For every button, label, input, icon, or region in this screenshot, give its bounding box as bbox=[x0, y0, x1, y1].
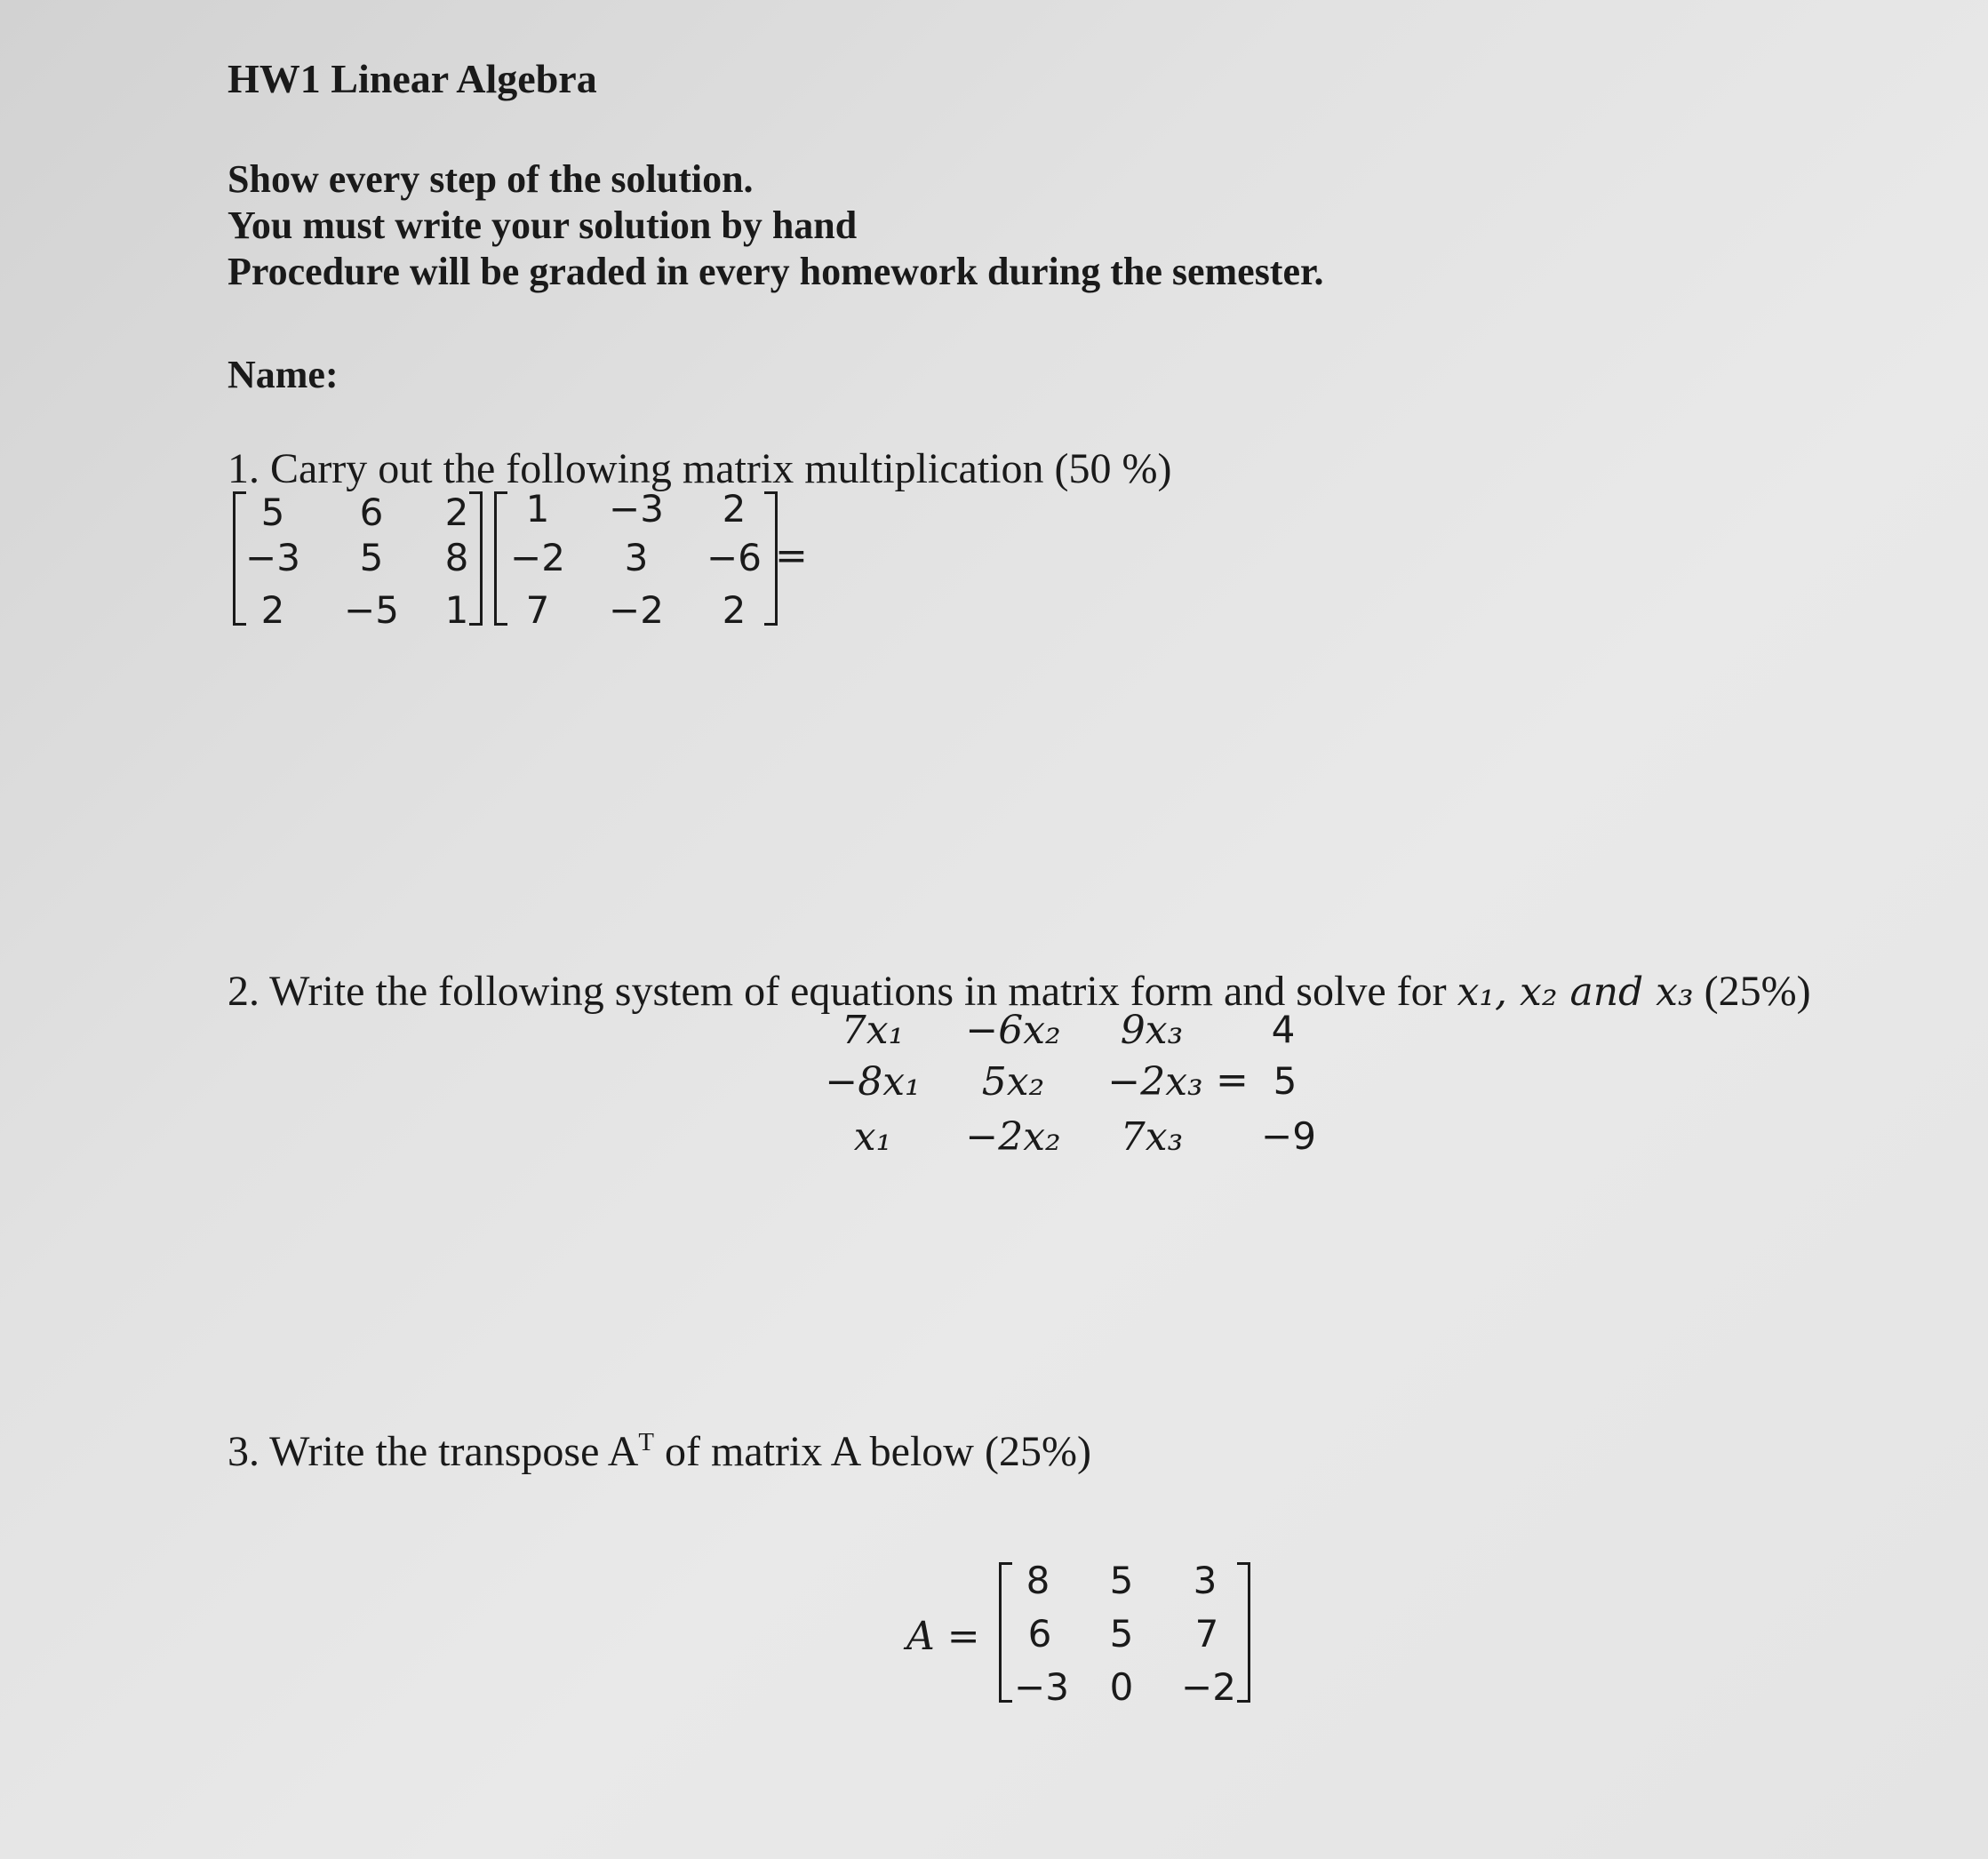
matrix-a-cell: 5 bbox=[260, 491, 285, 534]
equation-rhs: 5 bbox=[1273, 1059, 1297, 1103]
q3-matrix-lhs bbox=[906, 1614, 980, 1659]
equation-term: x₁ bbox=[853, 1114, 892, 1160]
q3-prompt-before: 3. Write the transpose A bbox=[228, 1428, 639, 1475]
instruction-line-3: Procedure will be graded in every homework during the semester. bbox=[228, 250, 1324, 293]
equation-rhs: −9 bbox=[1261, 1114, 1316, 1158]
matrix-a-cell: −5 bbox=[344, 588, 399, 632]
matrix-b-cell: −2 bbox=[609, 588, 664, 632]
matrix-a-cell: 5 bbox=[359, 536, 384, 579]
matrix-a-cell: −3 bbox=[245, 536, 300, 579]
matrix-a-cell: 2 bbox=[444, 491, 469, 534]
matrix-b-cell: −2 bbox=[510, 536, 565, 579]
equation-term: −6x₂ bbox=[965, 1008, 1061, 1053]
q3-prompt-sup: T bbox=[638, 1428, 655, 1456]
matrix-b-cell: 1 bbox=[525, 487, 550, 531]
matrix-cell: 5 bbox=[1109, 1612, 1134, 1656]
equation-term: 7x₁ bbox=[841, 1008, 905, 1053]
matrix-cell: 6 bbox=[1027, 1612, 1052, 1656]
matrix-cell: −2 bbox=[1181, 1665, 1236, 1709]
equation-term: −8x₁ bbox=[825, 1059, 921, 1105]
matrix-cell: 5 bbox=[1109, 1559, 1134, 1602]
instruction-line-2: You must write your solution by hand bbox=[228, 203, 858, 247]
matrix-a-cell: 2 bbox=[260, 588, 285, 632]
q1-equals-sign: = bbox=[775, 533, 808, 578]
matrix-a-cell: 8 bbox=[444, 536, 469, 579]
q3-prompt-after: of matrix A below (25%) bbox=[654, 1428, 1091, 1475]
bracket-left bbox=[494, 491, 507, 626]
q2-prompt-pct: (25%) bbox=[1693, 968, 1811, 1015]
bracket-right bbox=[1237, 1562, 1250, 1703]
equation-term: 5x₂ bbox=[981, 1059, 1045, 1105]
q2-prompt-vars: x₁, x₂ and x₃ bbox=[1457, 969, 1694, 1015]
q1-prompt: 1. Carry out the following matrix multiplication (50 %) bbox=[228, 445, 1172, 492]
equation-term: 7x₃ bbox=[1120, 1114, 1184, 1160]
matrix-a-cell: 1 bbox=[444, 588, 469, 632]
equation-term: −2x₂ bbox=[965, 1114, 1061, 1160]
matrix-b-cell: −3 bbox=[609, 487, 664, 531]
matrix-a-cell: 6 bbox=[359, 491, 384, 534]
q3-prompt bbox=[228, 1427, 1091, 1476]
bracket-left bbox=[999, 1562, 1012, 1703]
q2-prompt-text: 2. Write the following system of equations in matrix form and solve for bbox=[228, 968, 1457, 1015]
matrix-cell: 7 bbox=[1194, 1612, 1219, 1656]
matrix-b-cell: −6 bbox=[707, 536, 762, 579]
page-title: HW1 Linear Algebra bbox=[228, 56, 597, 101]
bracket-left bbox=[233, 491, 246, 626]
matrix-cell: 8 bbox=[1026, 1559, 1050, 1602]
matrix-b-cell: 7 bbox=[525, 588, 550, 632]
matrix-b-cell: 2 bbox=[722, 487, 746, 531]
equation-term: 9x₃ bbox=[1120, 1008, 1184, 1053]
equation-term: −2x₃ bbox=[1107, 1059, 1203, 1105]
equation-rhs: 4 bbox=[1271, 1008, 1296, 1051]
name-label: Name: bbox=[228, 353, 339, 396]
matrix-b-cell: 3 bbox=[624, 536, 649, 579]
instruction-line-1: Show every step of the solution. bbox=[228, 157, 754, 201]
matrix-cell: 3 bbox=[1193, 1559, 1218, 1602]
q2-equals-sign: = bbox=[1216, 1057, 1249, 1103]
q3-lhs: A = bbox=[906, 1614, 980, 1659]
matrix-b-cell: 2 bbox=[722, 588, 746, 632]
bracket-right bbox=[469, 491, 483, 626]
matrix-cell: 0 bbox=[1109, 1665, 1134, 1709]
matrix-cell: −3 bbox=[1014, 1665, 1069, 1709]
